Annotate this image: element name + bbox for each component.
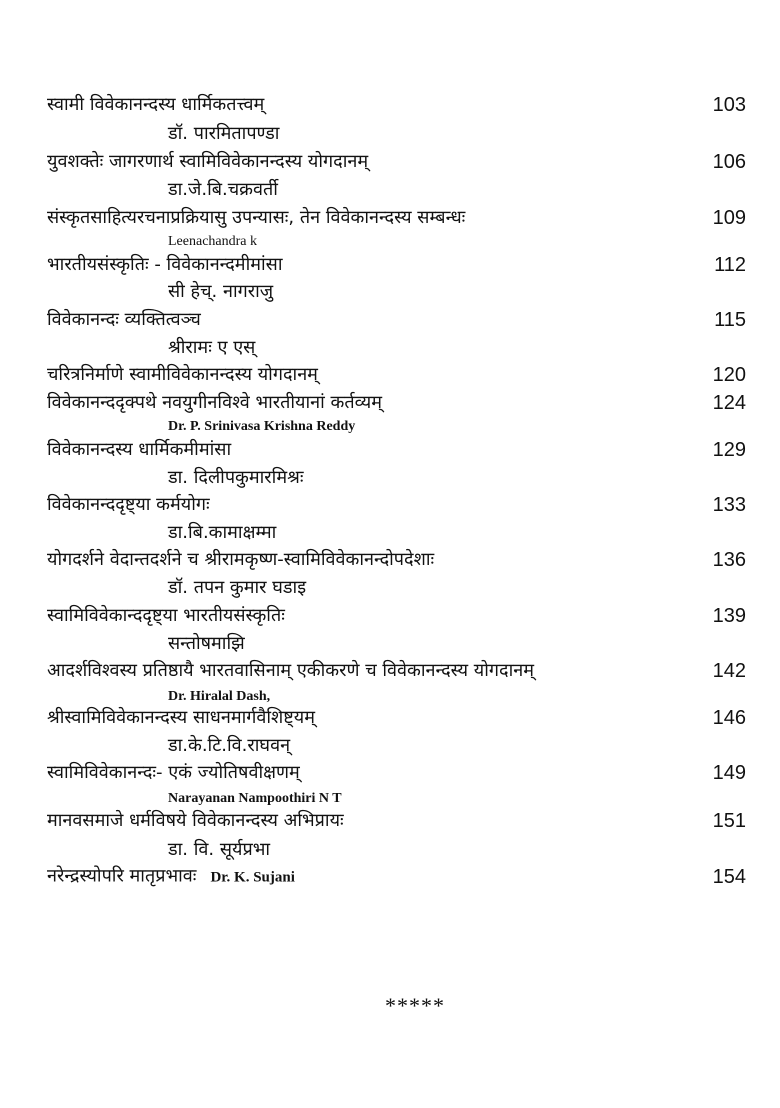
- entry-page-number: 129: [712, 439, 746, 461]
- entry-title: [47, 391, 382, 415]
- entry-page-number: 146: [712, 707, 746, 729]
- entry-page-number: 106: [712, 151, 746, 173]
- entry-title: [47, 206, 465, 230]
- entry-title-text: स्वामी विवेकानन्दस्य धार्मिकतत्त्वम्: [47, 94, 265, 115]
- entry-title: [47, 659, 534, 683]
- entry-author: Narayanan Nampoothiri N T: [168, 791, 342, 806]
- entry-title: [47, 865, 295, 890]
- end-mark: *****: [385, 993, 445, 1018]
- entry-page-number: 154: [712, 866, 746, 888]
- entry-title: [47, 438, 231, 462]
- entry-title-text: विवेकानन्दस्य धार्मिकमीमांसा: [47, 439, 232, 460]
- entry-author: डा. दिलीपकुमारमिश्रः: [168, 467, 304, 488]
- entry-title-text: योगदर्शने वेदान्तदर्शने च श्रीरामकृष्ण-स्वामिविवेकानन्दोपदेशाः: [47, 549, 435, 570]
- entry-page-number: 133: [712, 494, 746, 516]
- entry-author: Leenachandra k: [168, 234, 257, 249]
- entry-page-number: 124: [712, 392, 746, 414]
- entry-page-number: 136: [712, 549, 746, 571]
- entry-title-text: चरित्रनिर्माणे स्वामीविवेकानन्दस्य योगदानम्: [47, 364, 318, 385]
- entry-page-number: 151: [712, 810, 746, 832]
- entry-title: [47, 363, 318, 387]
- entry-author: डा. वि. सूर्यप्रभा: [168, 839, 271, 860]
- entry-title: [47, 604, 285, 628]
- entry-author: श्रीरामः ए एस्: [168, 337, 256, 358]
- entry-title-text: विवेकानन्ददृक्पथे नवयुगीनविश्वे भारतीयानां कर्तव्यम्: [47, 392, 382, 413]
- entry-page-number: 142: [712, 660, 746, 682]
- entry-title: [47, 150, 368, 174]
- entry-page-number: 149: [712, 762, 746, 784]
- entry-title: [47, 308, 201, 332]
- entry-author: डा.के.टि.वि.राघवन्: [168, 735, 291, 756]
- entry-author: Dr. K. Sujani: [210, 869, 295, 886]
- entry-author: डॉ. पारमितापण्डा: [168, 123, 280, 144]
- entry-page-number: 109: [712, 207, 746, 229]
- entry-title-text: श्रीस्वामिविवेकानन्दस्य साधनमार्गवैशिष्ट्यम्: [47, 707, 316, 728]
- entry-author: सी हेच्. नागराजु: [168, 281, 274, 302]
- entry-title: [47, 93, 264, 117]
- entry-title: [47, 809, 344, 833]
- entry-title: [47, 548, 434, 572]
- entry-title-text: आदर्शविश्वस्य प्रतिष्ठायै भारतवासिनाम् एकीकरणे च विवेकानन्दस्य योगदानम्: [47, 660, 535, 681]
- entry-title-text: स्वामिविवेकानन्दः- एकं ज्योतिषवीक्षणम्: [47, 762, 300, 783]
- entry-page-number: 115: [714, 309, 746, 331]
- entry-title-text: विवेकानन्दः व्यक्तित्वञ्च: [47, 309, 201, 330]
- entry-page-number: 112: [714, 254, 746, 276]
- entry-author: Dr. Hiralal Dash,: [168, 689, 271, 704]
- entry-author: डा.बि.कामाक्षम्मा: [168, 522, 277, 543]
- entry-title-text: संस्कृतसाहित्यरचनाप्रक्रियासु उपन्यासः, तेन विवेकानन्दस्य सम्बन्धः: [47, 207, 466, 228]
- entry-page-number: 139: [712, 605, 746, 627]
- entry-page-number: 120: [712, 364, 746, 386]
- entry-title-text: मानवसमाजे धर्मविषये विवेकानन्दस्य अभिप्रायः: [47, 810, 344, 831]
- entry-title: [47, 706, 315, 730]
- entry-title: [47, 493, 210, 517]
- entry-title-text: नरेन्द्रस्योपरि मातृप्रभावः: [47, 865, 197, 887]
- entry-page-number: 103: [712, 94, 746, 116]
- entry-author: डा.जे.बि.चक्रवर्ती: [168, 179, 278, 200]
- entry-author: Dr. P. Srinivasa Krishna Reddy: [168, 419, 356, 434]
- entry-title-text: युवशक्तेः जागरणार्थ स्वामिविवेकानन्दस्य योगदानम्: [47, 151, 369, 172]
- entry-author: डॉ. तपन कुमार घडाइ: [168, 577, 307, 598]
- entry-author: सन्तोषमाझि: [168, 633, 245, 654]
- entry-title-text: विवेकानन्ददृष्ट्या कर्मयोगः: [47, 494, 210, 515]
- entry-title-text: भारतीयसंस्कृतिः - विवेकानन्दमीमांसा: [47, 254, 283, 275]
- entry-title: [47, 253, 283, 277]
- entry-title: [47, 761, 300, 785]
- entry-title-text: स्वामिविवेकान्ददृष्ट्या भारतीयसंस्कृतिः: [47, 605, 285, 626]
